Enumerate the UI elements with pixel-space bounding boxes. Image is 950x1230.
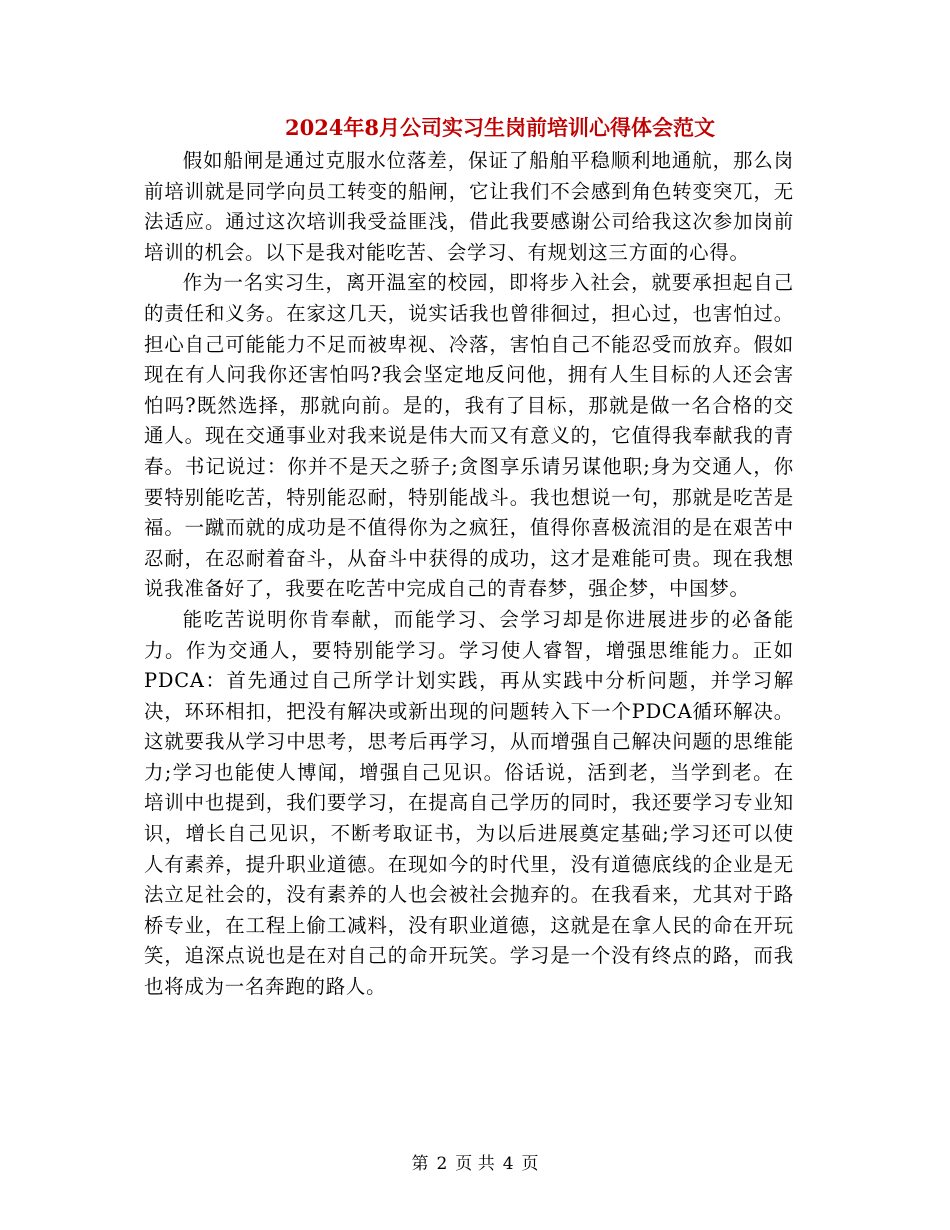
document-title: 2024年8月公司实习生岗前培训心得体会范文 [284,115,716,140]
footer-middle: 页 共 [455,1154,495,1174]
paragraph-3: 能吃苦说明你肯奉献，而能学习、会学习却是你进展进步的必备能力。作为交通人，要特别能学习。学习使人睿智，增强思维能力。正如PDCA：首先通过自己所学计划实践，再从实践中分析问题，并学习解决，环环相扣，把没有解决或新出现的问题转入下一个PDCA循环解决。这就要我从学习中思考，思考后再学习，从而增强自己解决问题的思维能力;学习也能使人博闻，增强自己见识。俗话说，活到老，当学到老。在培训中也提到，我们要学习，在提高自己学历的同时，我还要学习专业知识，增长自己见识，不断考取证书，为以后进展奠定基础;学习还可以使人有素养，提升职业道德。在现如今的时代里，没有道德底线的企业是无法立足社会的，没有素养的人也会被社会抛弃的。在我看来，尤其对于路桥专业，在工程上偷工减料，没有职业道德，这就是在拿人民的命在开玩笑，追深点说也是在对自己的命开玩笑。学习是一个没有终点的路，而我也将成为一名奔跑的路人。 [144,607,794,999]
footer-suffix: 页 [521,1154,539,1174]
paragraph-1: 假如船闸是通过克服水位落差，保证了船舶平稳顺利地通航，那么岗前培训就是同学向员工转变的船闸，它让我们不会感到角色转变突兀，无法适应。通过这次培训我受益匪浅，借此我要感谢公司给我这次参加岗前培训的机会。以下是我对能吃苦、会学习、有规划这三方面的心得。 [144,149,794,264]
document-body [144,146,794,1003]
page-footer [0,1153,950,1175]
footer-total-pages: 4 [502,1154,514,1174]
footer-page-number: 2 [436,1154,448,1174]
paragraph-2: 作为一名实习生，离开温室的校园，即将步入社会，就要承担起自己的责任和义务。在家这几天，说实话我也曾徘徊过，担心过，也害怕过。担心自己可能能力不足而被卑视、冷落，害怕自己不能忍受而放弃。假如现在有人问我你还害怕吗?我会坚定地反问他，拥有人生目标的人还会害怕吗?既然选择，那就向前。是的，我有了目标，那就是做一名合格的交通人。现在交通事业对我来说是伟大而又有意义的，它值得我奉献我的青春。书记说过：你并不是天之骄子;贪图享乐请另谋他职;身为交通人，你要特别能吃苦，特别能忍耐，特别能战斗。我也想说一句，那就是吃苦是福。一蹴而就的成功是不值得你为之疯狂，值得你喜极流泪的是在艰苦中忍耐，在忍耐着奋斗，从奋斗中获得的成功，这才是难能可贵。现在我想说我准备好了，我要在吃苦中完成自己的青春梦，强企梦，中国梦。 [144,271,794,601]
footer-prefix: 第 [411,1154,429,1174]
